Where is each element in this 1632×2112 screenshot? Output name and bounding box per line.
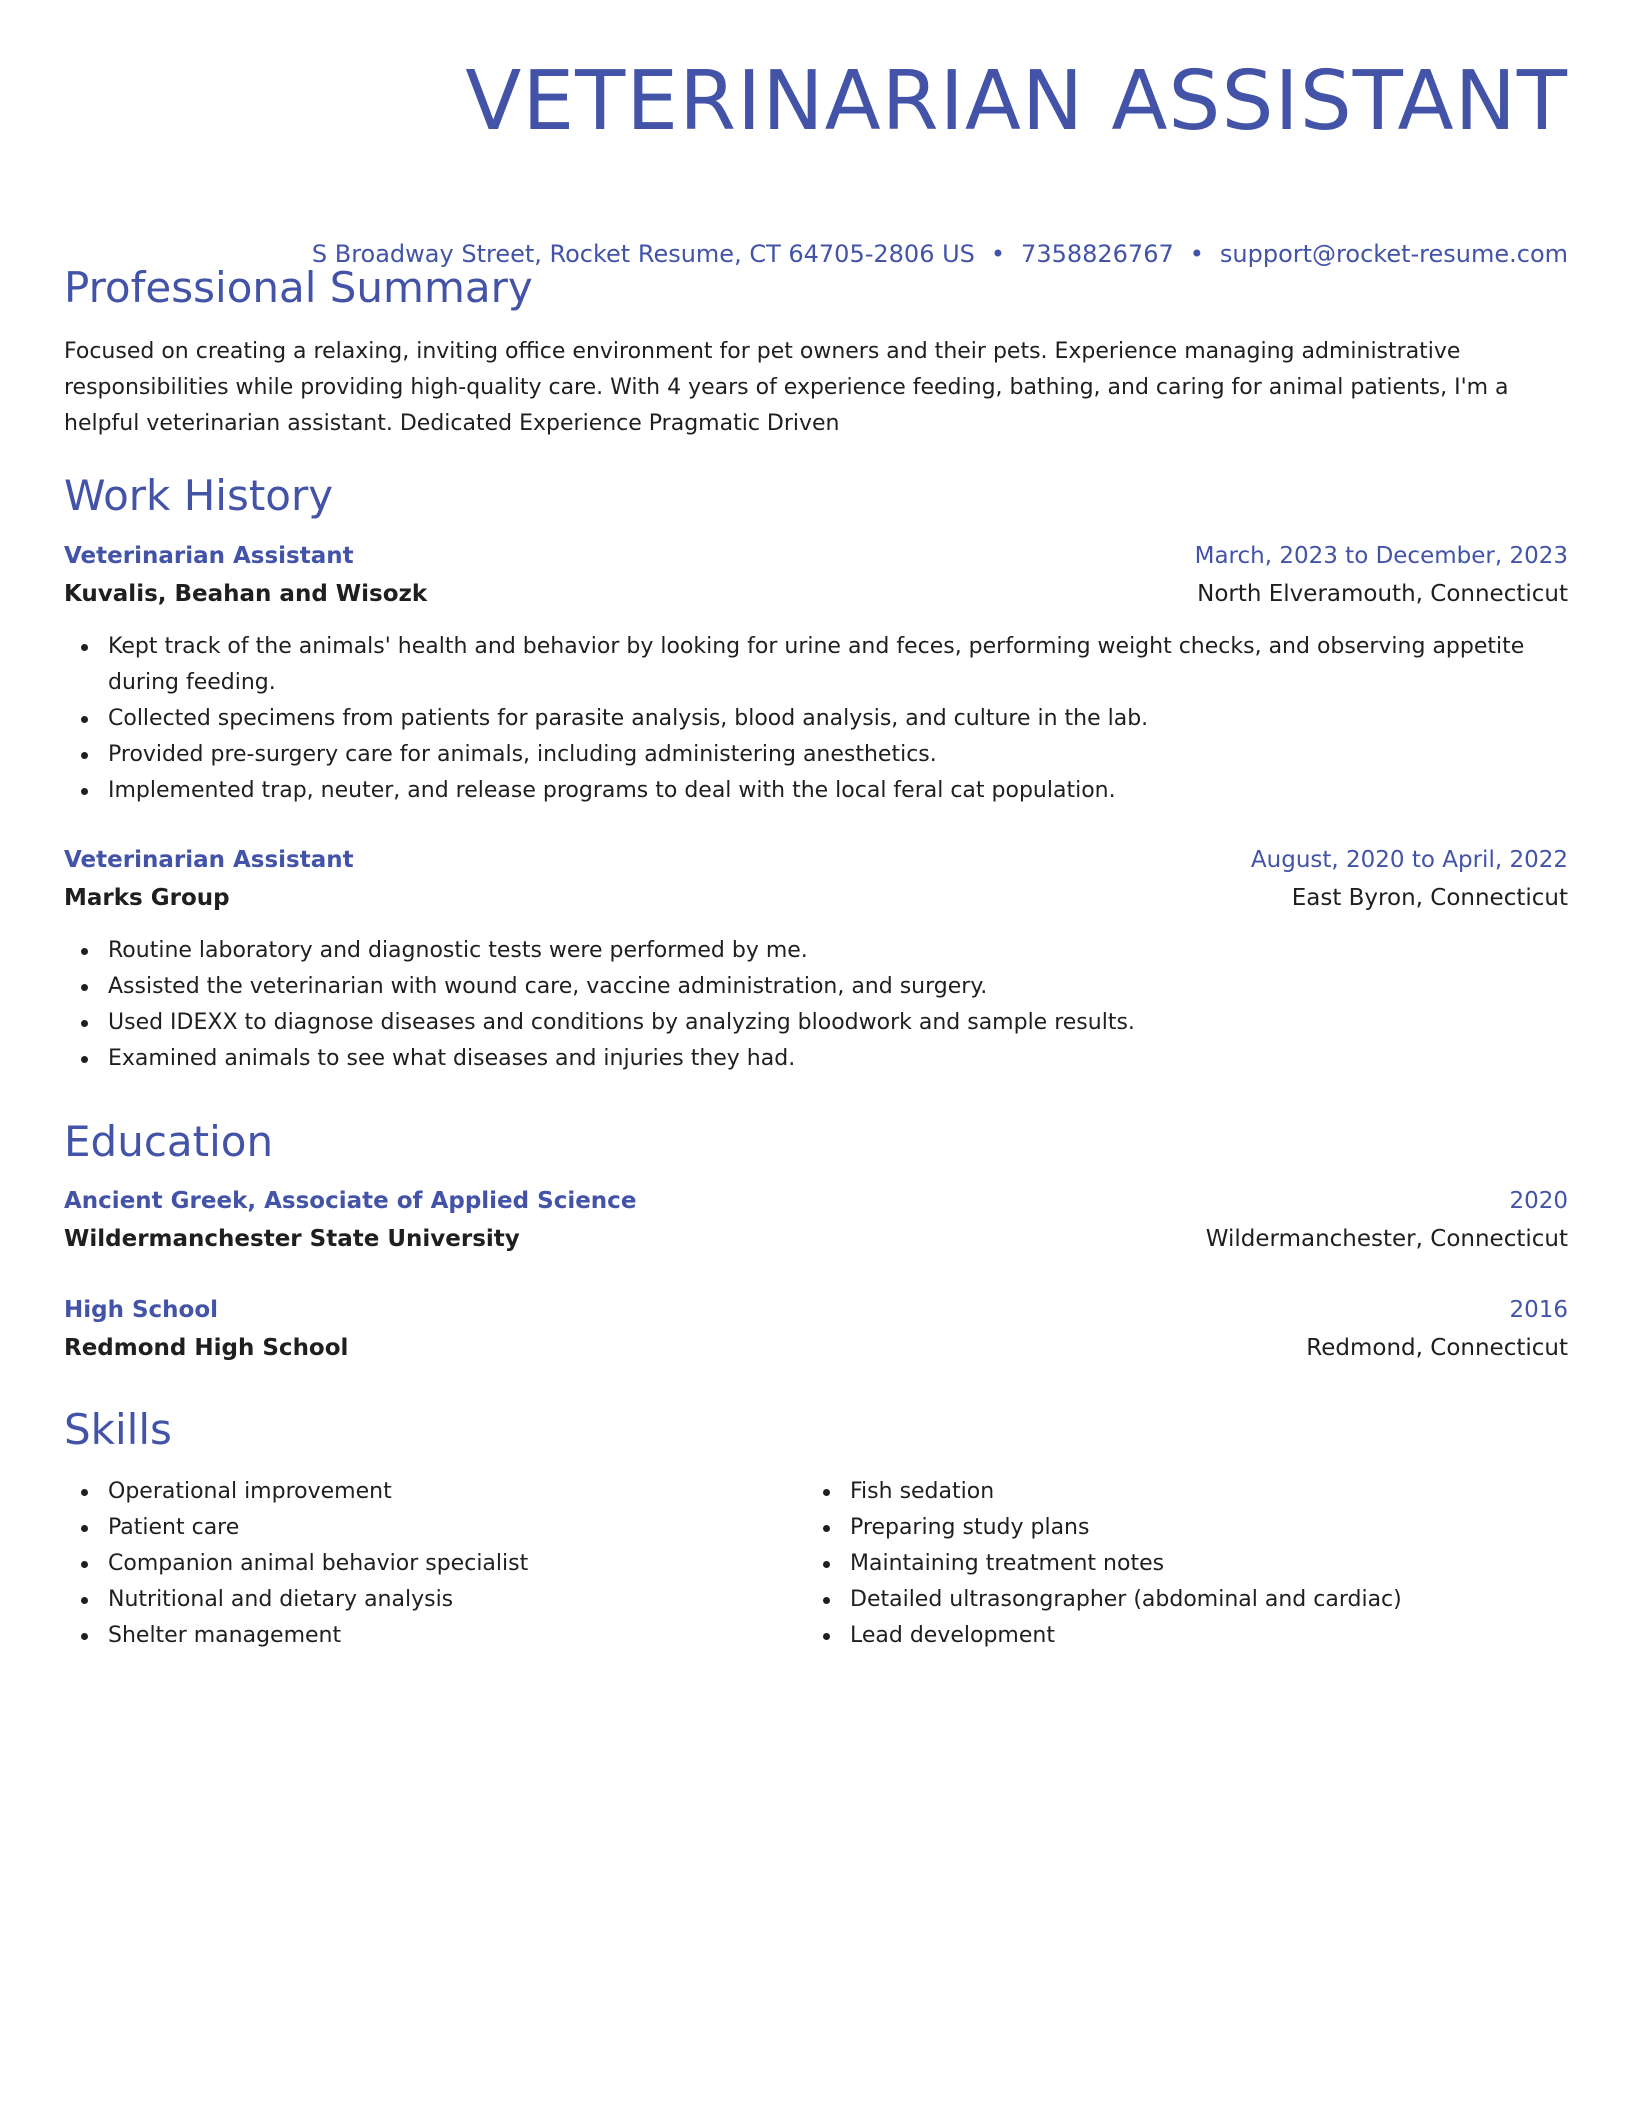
contact-separator: • — [1189, 240, 1204, 268]
job-entry — [64, 537, 1568, 809]
summary-text: Focused on creating a relaxing, inviting office environment for pet owners and their pets. Experience managing administrative responsibilities while providing high-quality care. With 4 years of experience feeding, bathing, and caring for animal patients, I'm a helpful veterinarian assistant. Dedicated Experience Pragmatic Driven — [64, 339, 1509, 436]
work-history-heading: Work History — [64, 471, 334, 520]
education-heading: Education — [64, 1117, 274, 1166]
job-company: Marks Group — [64, 885, 230, 911]
skill-item: Nutritional and dietary analysis — [108, 1582, 806, 1618]
skills-heading: Skills — [64, 1405, 172, 1454]
job-bullets — [64, 933, 1568, 1077]
skills-bullets — [64, 1474, 806, 1654]
summary-heading: Professional Summary — [64, 263, 533, 312]
school-name: Redmond High School — [64, 1335, 349, 1361]
list-item: Examined animals to see what diseases and injuries they had. — [108, 1041, 1568, 1077]
list-item: Implemented trap, neuter, and release programs to deal with the local feral cat population. — [108, 773, 1568, 809]
skill-item: Lead development — [850, 1618, 1548, 1654]
resume-title: VETERINARIAN ASSISTANT — [465, 54, 1568, 149]
school-location: Redmond, Connecticut — [1306, 1335, 1568, 1361]
job-dates: August, 2020 to April, 2022 — [1250, 847, 1568, 873]
job-location: North Elveramouth, Connecticut — [1197, 581, 1568, 607]
degree-title: High School — [64, 1297, 219, 1323]
list-item: Collected specimens from patients for parasite analysis, blood analysis, and culture in the lab. — [108, 701, 1568, 737]
contact-address: S Broadway Street, Rocket Resume, CT 64705-2806 US — [311, 240, 975, 268]
skill-item: Preparing study plans — [850, 1510, 1548, 1546]
list-item: Assisted the veterinarian with wound care, vaccine administration, and surgery. — [108, 969, 1568, 1005]
list-item: Kept track of the animals' health and behavior by looking for urine and feces, performing weight checks, and observing appetite during feeding. — [108, 629, 1568, 701]
skill-item: Detailed ultrasongrapher (abdominal and cardiac) — [850, 1582, 1548, 1618]
job-company: Kuvalis, Beahan and Wisozk — [64, 581, 428, 607]
skills-bullets — [806, 1474, 1548, 1654]
list-item: Routine laboratory and diagnostic tests were performed by me. — [108, 933, 1568, 969]
job-title: Veterinarian Assistant — [64, 543, 354, 569]
education-year: 2016 — [1509, 1297, 1568, 1323]
skills-column-right — [806, 1474, 1548, 1654]
skill-item: Shelter management — [108, 1618, 806, 1654]
skill-item: Patient care — [108, 1510, 806, 1546]
job-title: Veterinarian Assistant — [64, 847, 354, 873]
list-item: Provided pre-surgery care for animals, including administering anesthetics. — [108, 737, 1568, 773]
school-name: Wildermanchester State University — [64, 1226, 520, 1252]
skills-list — [64, 1474, 1568, 1654]
job-entry — [64, 841, 1568, 1077]
education-entry — [64, 1182, 1568, 1258]
school-location: Wildermanchester, Connecticut — [1205, 1226, 1568, 1252]
education-entry — [64, 1291, 1568, 1367]
skills-column-left — [64, 1474, 806, 1654]
skill-item: Maintaining treatment notes — [850, 1546, 1548, 1582]
skill-item: Fish sedation — [850, 1474, 1548, 1510]
job-bullets — [64, 629, 1568, 809]
skill-item: Companion animal behavior specialist — [108, 1546, 806, 1582]
contact-phone: 7358826767 — [1021, 240, 1174, 268]
job-location: East Byron, Connecticut — [1291, 885, 1568, 911]
contact-email: support@rocket-resume.com — [1219, 240, 1568, 268]
contact-separator: • — [990, 240, 1006, 268]
education-year: 2020 — [1509, 1188, 1568, 1214]
list-item: Used IDEXX to diagnose diseases and conditions by analyzing bloodwork and sample results. — [108, 1005, 1568, 1041]
job-dates: March, 2023 to December, 2023 — [1194, 543, 1568, 569]
degree-title: Ancient Greek, Associate of Applied Science — [64, 1188, 637, 1214]
skill-item: Operational improvement — [108, 1474, 806, 1510]
